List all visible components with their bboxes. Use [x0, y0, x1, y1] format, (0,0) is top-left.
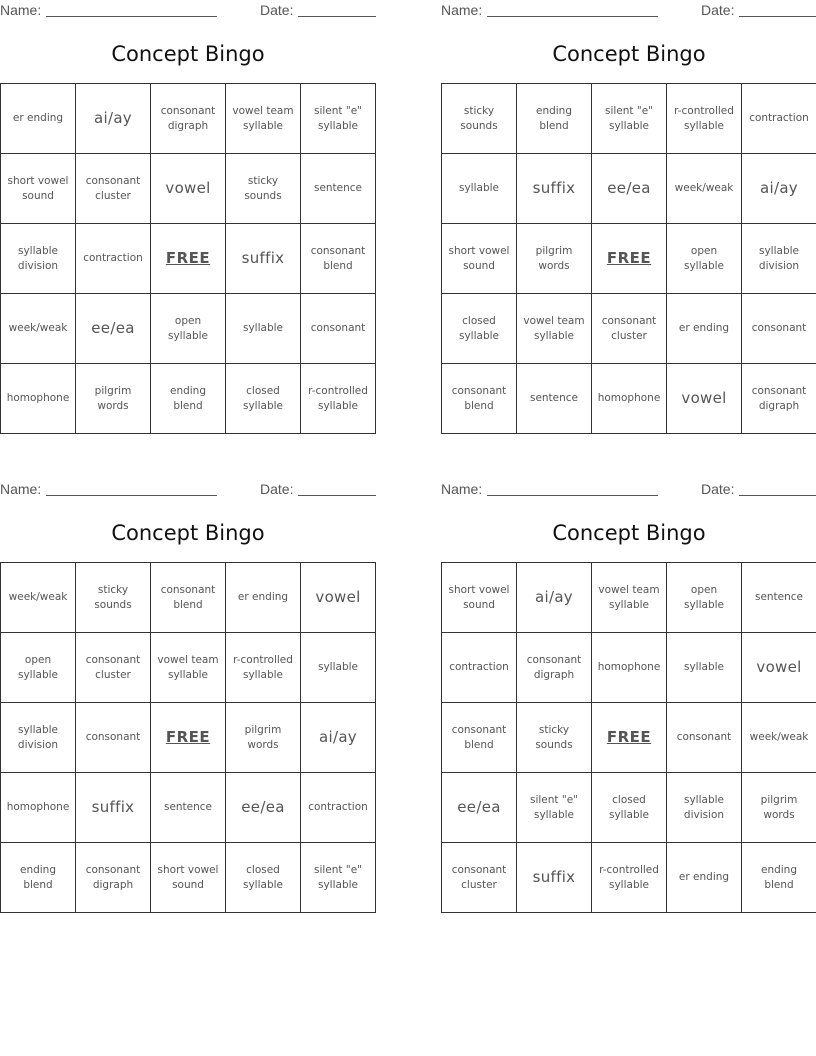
- bingo-cell: homophone: [1, 773, 76, 843]
- bingo-cell: silent "e" syllable: [517, 773, 592, 843]
- date-label: Date:: [260, 481, 294, 497]
- date-line: [298, 495, 376, 496]
- card-title: Concept Bingo: [552, 42, 706, 66]
- bingo-row: [442, 364, 816, 434]
- name-date-header: [441, 479, 816, 501]
- bingo-cell: r-controlled syllable: [667, 84, 742, 154]
- bingo-cell: ai/ay: [742, 154, 816, 224]
- bingo-cell: syllable division: [667, 773, 742, 843]
- bingo-cell: ee/ea: [76, 294, 151, 364]
- bingo-cell: vowel: [667, 364, 742, 434]
- name-label: Name:: [441, 2, 483, 18]
- bingo-cell: suffix: [517, 843, 592, 913]
- bingo-cell: consonant: [301, 294, 376, 364]
- name-label: Name:: [0, 2, 42, 18]
- bingo-cell: ai/ay: [76, 84, 151, 154]
- bingo-cell: vowel team syllable: [592, 563, 667, 633]
- bingo-row: [442, 773, 816, 843]
- bingo-cell: consonant: [667, 703, 742, 773]
- bingo-cell: r-controlled syllable: [301, 364, 376, 434]
- card-title: Concept Bingo: [111, 521, 265, 545]
- bingo-cell: open syllable: [1, 633, 76, 703]
- bingo-cell: consonant digraph: [742, 364, 816, 434]
- bingo-cell: closed syllable: [592, 773, 667, 843]
- bingo-row: [1, 224, 376, 294]
- bingo-grid: [441, 83, 816, 434]
- name-label: Name:: [0, 481, 42, 497]
- bingo-cell: er ending: [1, 84, 76, 154]
- bingo-cell: sentence: [151, 773, 226, 843]
- free-space-cell: FREE: [592, 224, 667, 294]
- bingo-cell: short vowel sound: [442, 563, 517, 633]
- name-date-header: [0, 0, 376, 22]
- date-label: Date:: [260, 2, 294, 18]
- bingo-cell: consonant: [76, 703, 151, 773]
- card-title: Concept Bingo: [552, 521, 706, 545]
- bingo-cell: contraction: [442, 633, 517, 703]
- bingo-cell: ee/ea: [226, 773, 301, 843]
- bingo-cell: week/weak: [742, 703, 816, 773]
- bingo-cell: ai/ay: [517, 563, 592, 633]
- bingo-cell: silent "e" syllable: [301, 843, 376, 913]
- name-line: [46, 495, 217, 496]
- bingo-cell: pilgrim words: [742, 773, 816, 843]
- bingo-cell: er ending: [667, 843, 742, 913]
- bingo-cell: syllable: [442, 154, 517, 224]
- bingo-row: [442, 563, 816, 633]
- bingo-cell: homophone: [592, 364, 667, 434]
- bingo-cell: short vowel sound: [151, 843, 226, 913]
- bingo-row: [1, 843, 376, 913]
- bingo-cell: consonant blend: [442, 703, 517, 773]
- bingo-cell: vowel: [151, 154, 226, 224]
- bingo-grid: [0, 83, 376, 434]
- bingo-cell: sticky sounds: [76, 563, 151, 633]
- bingo-row: [1, 773, 376, 843]
- bingo-cell: sentence: [301, 154, 376, 224]
- bingo-row: [442, 703, 816, 773]
- name-date-header: [441, 0, 816, 22]
- bingo-cell: pilgrim words: [76, 364, 151, 434]
- bingo-cell: er ending: [667, 294, 742, 364]
- bingo-cell: open syllable: [151, 294, 226, 364]
- bingo-cell: pilgrim words: [517, 224, 592, 294]
- bingo-grid: [0, 562, 376, 913]
- bingo-cell: open syllable: [667, 563, 742, 633]
- bingo-cell: suffix: [226, 224, 301, 294]
- bingo-cell: syllable: [226, 294, 301, 364]
- bingo-cell: vowel: [301, 563, 376, 633]
- bingo-cell: silent "e" syllable: [301, 84, 376, 154]
- name-line: [487, 495, 658, 496]
- bingo-cell: homophone: [592, 633, 667, 703]
- bingo-cell: ending blend: [742, 843, 816, 913]
- bingo-row: [1, 563, 376, 633]
- bingo-cell: closed syllable: [442, 294, 517, 364]
- bingo-cell: closed syllable: [226, 843, 301, 913]
- bingo-cell: sentence: [517, 364, 592, 434]
- bingo-cell: consonant blend: [151, 563, 226, 633]
- bingo-cell: consonant cluster: [76, 633, 151, 703]
- bingo-cell: vowel: [742, 633, 816, 703]
- bingo-cell: consonant: [742, 294, 816, 364]
- bingo-cell: consonant cluster: [442, 843, 517, 913]
- bingo-cell: contraction: [76, 224, 151, 294]
- bingo-cell: consonant cluster: [76, 154, 151, 224]
- date-label: Date:: [701, 481, 735, 497]
- bingo-cell: silent "e" syllable: [592, 84, 667, 154]
- bingo-row: [442, 633, 816, 703]
- bingo-row: [1, 154, 376, 224]
- bingo-cell: short vowel sound: [1, 154, 76, 224]
- bingo-cell: consonant blend: [301, 224, 376, 294]
- bingo-cell: consonant cluster: [592, 294, 667, 364]
- bingo-cell: syllable: [667, 633, 742, 703]
- bingo-cell: suffix: [76, 773, 151, 843]
- bingo-row: [442, 224, 816, 294]
- bingo-cell: homophone: [1, 364, 76, 434]
- bingo-row: [1, 84, 376, 154]
- bingo-cell: syllable division: [742, 224, 816, 294]
- bingo-cell: er ending: [226, 563, 301, 633]
- name-date-header: [0, 479, 376, 501]
- bingo-cell: syllable division: [1, 224, 76, 294]
- bingo-row: [442, 154, 816, 224]
- bingo-cell: syllable: [301, 633, 376, 703]
- bingo-cell: sentence: [742, 563, 816, 633]
- date-line: [739, 495, 816, 496]
- bingo-cell: contraction: [742, 84, 816, 154]
- date-line: [298, 16, 376, 17]
- bingo-row: [442, 84, 816, 154]
- bingo-cell: sticky sounds: [517, 703, 592, 773]
- bingo-cell: closed syllable: [226, 364, 301, 434]
- bingo-cell: week/weak: [667, 154, 742, 224]
- date-label: Date:: [701, 2, 735, 18]
- bingo-cell: consonant digraph: [151, 84, 226, 154]
- bingo-cell: short vowel sound: [442, 224, 517, 294]
- card-title: Concept Bingo: [111, 42, 265, 66]
- bingo-row: [442, 843, 816, 913]
- bingo-cell: consonant digraph: [517, 633, 592, 703]
- bingo-cell: week/weak: [1, 563, 76, 633]
- bingo-cell: suffix: [517, 154, 592, 224]
- bingo-grid: [441, 562, 816, 913]
- bingo-cell: ending blend: [517, 84, 592, 154]
- bingo-cell: consonant digraph: [76, 843, 151, 913]
- bingo-cell: ending blend: [1, 843, 76, 913]
- bingo-cell: consonant blend: [442, 364, 517, 434]
- bingo-cell: ee/ea: [592, 154, 667, 224]
- date-line: [739, 16, 816, 17]
- free-space-cell: FREE: [592, 703, 667, 773]
- bingo-cell: week/weak: [1, 294, 76, 364]
- bingo-cell: r-controlled syllable: [226, 633, 301, 703]
- bingo-cell: ee/ea: [442, 773, 517, 843]
- bingo-cell: vowel team syllable: [517, 294, 592, 364]
- bingo-cell: sticky sounds: [226, 154, 301, 224]
- bingo-cell: open syllable: [667, 224, 742, 294]
- bingo-cell: contraction: [301, 773, 376, 843]
- name-line: [46, 16, 217, 17]
- free-space-cell: FREE: [151, 224, 226, 294]
- bingo-cell: r-controlled syllable: [592, 843, 667, 913]
- bingo-cell: syllable division: [1, 703, 76, 773]
- bingo-cell: ai/ay: [301, 703, 376, 773]
- name-label: Name:: [441, 481, 483, 497]
- bingo-row: [1, 294, 376, 364]
- bingo-cell: pilgrim words: [226, 703, 301, 773]
- bingo-cell: sticky sounds: [442, 84, 517, 154]
- bingo-row: [1, 633, 376, 703]
- bingo-cell: ending blend: [151, 364, 226, 434]
- bingo-row: [1, 364, 376, 434]
- name-line: [487, 16, 658, 17]
- free-space-cell: FREE: [151, 703, 226, 773]
- bingo-row: [442, 294, 816, 364]
- bingo-cell: vowel team syllable: [226, 84, 301, 154]
- bingo-cell: vowel team syllable: [151, 633, 226, 703]
- bingo-row: [1, 703, 376, 773]
